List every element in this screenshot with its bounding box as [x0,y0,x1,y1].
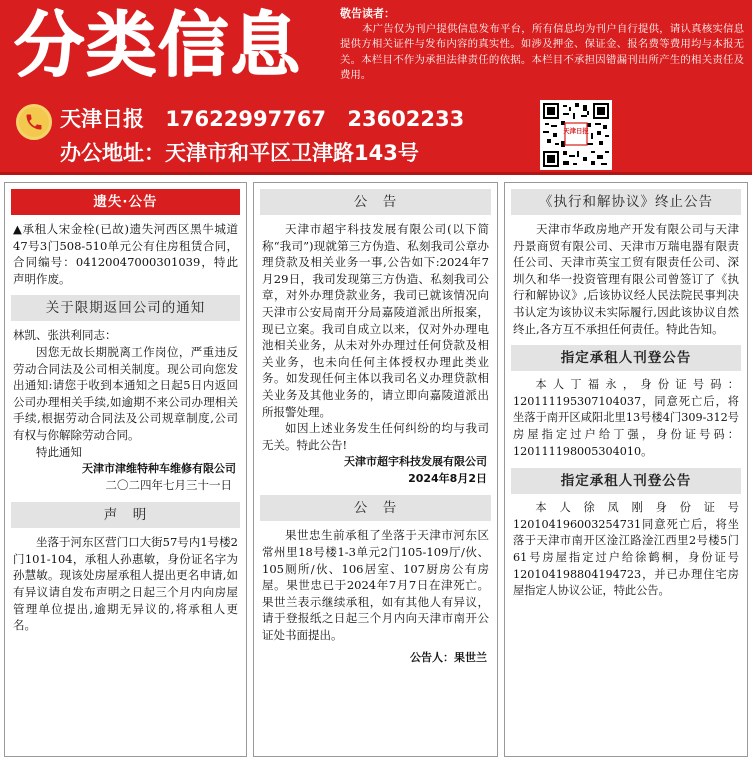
section-title-banner: 分类信息 [14,4,302,86]
reader-notice-heading: 敬告读者： [340,7,395,20]
qr-logo-text: 天津日报 [563,127,589,135]
designated-tenant-title-2: 指定承租人刊登公告 [511,468,741,494]
address-label: 办公地址： [60,141,165,165]
settlement-termination-text: 天津市华政房地产开发有限公司与天津丹景商贸有限公司、天津市万瑞电器有限责任公司、天津市英宝工贸有限责任公司、深圳久和华一投资管理有限公司曾签订了《执行和解协议》,后该协议经人民法院民事判决书认定为该协议未实际履行,因此该协议自然终止,各方互不承担任何责任。特此告知。 [513,222,739,336]
contact-bar [10,98,530,170]
designated-tenant-text-2: 本人徐凤刚身份证号120104196003254731同意死亡后，将坐落于天津市南开区淦江路淦江西里2号楼5门61号房屋指定过户给徐鹤桐，身份证号120104198804194723，并已办理住宅房屋指定人协议公证，特此公告。 [513,501,739,598]
designated-tenant-text-1: 本人丁福永，身份证号码：120111195307104037，同意死亡后，将坐落于南开区咸阳北里13号楼4门309-312号房屋指定过户给丁强，身份证号码：120111198005304010。 [513,378,739,458]
company-notice-body: 天津市超宇科技发展有限公司(以下简称“我司”)现就第三方伪造、私刻我司公章办理贷款及相关业务一事,公告如下:2024年7月29日，我司发现第三方伪造、私刻我司公章，对外办理贷款业务，我司已就该情况向天津市公安局南开分局嘉陵道派出所报案，现已立案。我司自成立以来，仅对外办理电池相关业务，从未对外办理过任何贷款及相关业务，也未向任何主体授权办理此类业务。如发现任何主体以我司名义办理贷款相关业务及其他业务的，请立即向嘉陵道派出所报警处理。 [262,222,489,419]
address-value: 天津市和平区卫津路143号 [165,141,419,165]
company-notice-signature: 天津市超宇科技发展有限公司 [344,455,487,469]
reader-notice [340,6,744,92]
return-notice-greeting: 林凯、张洪利同志： [13,328,117,343]
return-notice-body: 因您无故长期脱离工作岗位，严重违反劳动合同法及公司相关制度。现公司向您发出通知:请您于收到本通知之日起5日内返回公司办理相关手续,如逾期不来公司办理相关手续,根据劳动合同法及公司规章制度,公司有权与你解除劳动合同。 [13,344,238,442]
settlement-termination-title: 《执行和解协议》终止公告 [511,189,741,215]
return-notice-title: 关于限期返回公司的通知 [11,295,240,321]
company-notice-title: 公 告 [260,189,491,215]
statement-text: 坐落于河东区营门口大街57号内1号楼2门101-104，承租人孙惠敏，身份证名字为孙慧敏。现该处房屋承租人提出更名申请,如有异议请自发布声明之日起三个月内向房屋管理单位提出,逾期无异议的,将承租人更名。 [13,535,238,633]
phone-icon [16,104,52,140]
office-address-line [60,138,419,168]
column-middle [253,182,498,757]
phone-number-1: 17622997767 [165,107,327,131]
reader-notice-text: 本广告仅为刊户提供信息发布平台，所有信息均为刊户自行提供，请认真核实信息提供方相关证件与发布内容的真实性。如涉及押金、保证金、报名费等费用均与本报无关。本栏目不作为承担法律责任的依据。本栏目不承担因错漏刊出所产生的相关责任及费用。 [340,22,744,82]
lost-notice-text: ▲承租人宋金栓(已故)遗失河西区黑牛城道47号3门508-510单元公有住房租赁合同，合同编号：04120047000301039，特此声明作废。 [13,222,238,286]
tenancy-notice-text: 果世忠生前承租了坐落于天津市河东区常州里18号楼1-3单元2门105-109厅/伙、105厕所/伙、106居室、107厨房公有房屋。果世忠已于2024年7月7日在津死亡。果世兰表示继续承租，如有其他人有异议，请于登报纸之日起三个月内向天津市南开公证处书面提出。 [262,528,489,642]
contact-phone-line [60,104,478,134]
lost-notice-title: 遗失·公告 [11,189,240,215]
company-notice-date: 2024年8月2日 [408,472,487,486]
tenancy-notice-title: 公 告 [260,495,491,521]
return-notice-signature: 天津市津维特种车维修有限公司 [82,462,236,476]
designated-tenant-title-1: 指定承租人刊登公告 [511,345,741,371]
statement-title: 声 明 [11,502,240,528]
qr-code [540,100,612,170]
paper-name: 天津日报 [60,107,144,131]
phone-number-2: 23602233 [347,107,465,131]
tenancy-notice-signature: 公告人：果世兰 [410,651,487,665]
return-notice-date: 二〇二四年七月三十一日 [105,478,232,493]
column-right [504,182,748,757]
header-banner [0,0,752,175]
return-notice-closing: 特此通知 [36,444,82,459]
column-left [4,182,247,757]
company-notice-closing: 如因上述业务发生任何纠纷的均与我司无关。特此公告! [262,421,489,452]
